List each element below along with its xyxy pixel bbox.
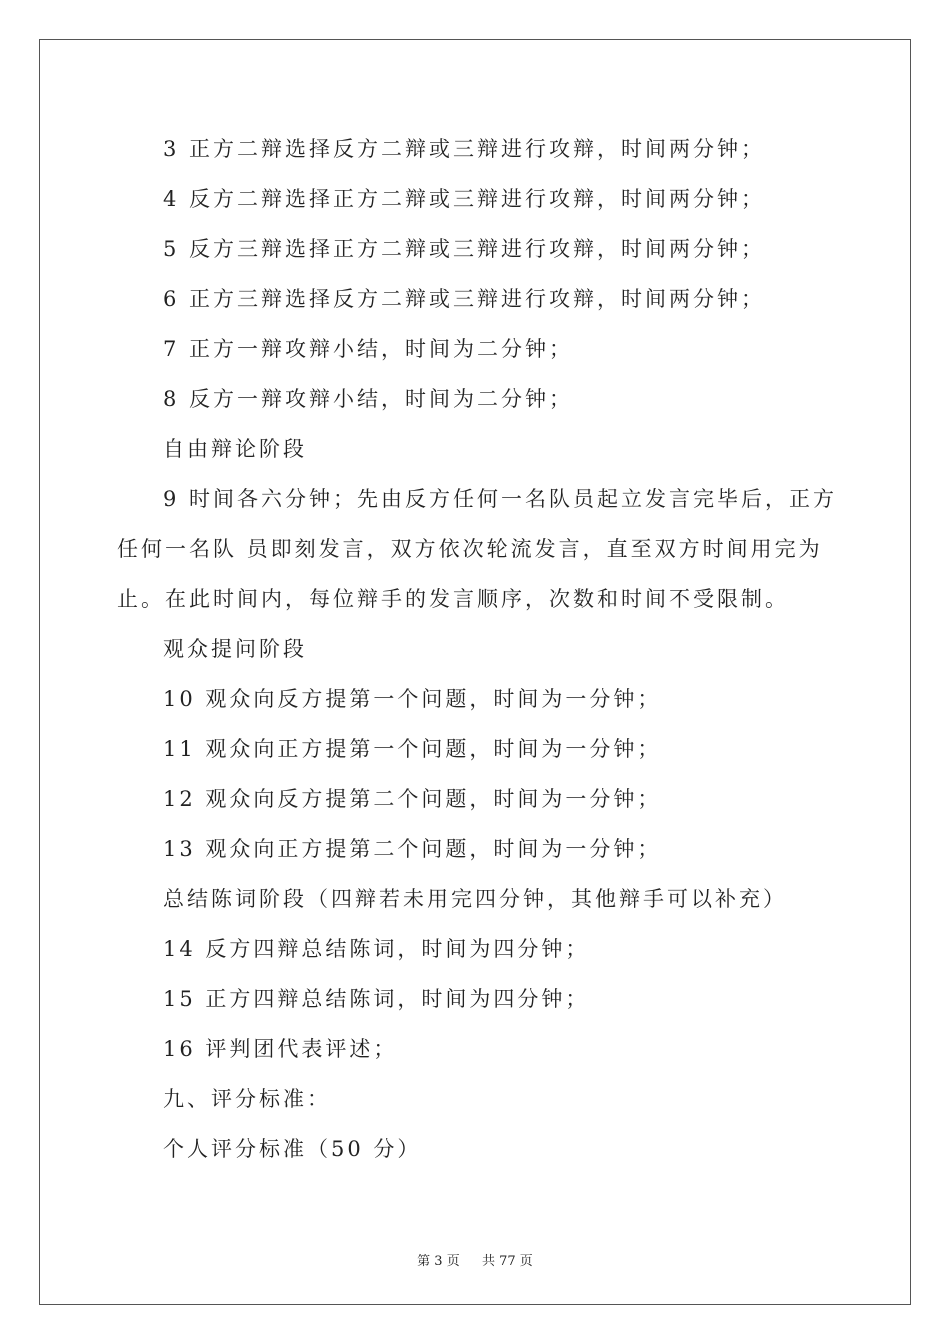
text-line: 5 反方三辩选择正方二辩或三辩进行攻辩，时间两分钟； [163,237,766,261]
section-heading: 自由辩论阶段 [163,437,307,461]
text-line: 11 观众向正方提第一个问题，时间为一分钟； [163,737,662,761]
page-frame [39,39,911,1305]
page-total: 共 77 页 [482,1254,533,1269]
text-line: 6 正方三辩选择反方二辩或三辩进行攻辩，时间两分钟； [163,287,766,311]
section-heading: 九、评分标准： [163,1087,331,1111]
section-heading: 观众提问阶段 [163,637,307,661]
text-line: 13 观众向正方提第二个问题，时间为一分钟； [163,837,662,861]
page-footer [0,1250,950,1269]
page-number: 第 3 页 [417,1254,460,1269]
paragraph-line: 止。在此时间内，每位辩手的发言顺序，次数和时间不受限制。 [117,587,789,611]
paragraph-line: 9 时间各六分钟；先由反方任何一名队员起立发言完毕后，正方 [163,487,838,511]
text-line: 10 观众向反方提第一个问题，时间为一分钟； [163,687,662,711]
text-line: 16 评判团代表评述； [163,1037,398,1061]
text-line: 12 观众向反方提第二个问题，时间为一分钟； [163,787,662,811]
text-line: 8 反方一辩攻辩小结，时间为二分钟； [163,387,574,411]
text-line: 15 正方四辩总结陈词，时间为四分钟； [163,987,590,1011]
text-line: 3 正方二辩选择反方二辩或三辩进行攻辩，时间两分钟； [163,137,766,161]
text-line: 7 正方一辩攻辩小结，时间为二分钟； [163,337,574,361]
paragraph-line: 任何一名队 员即刻发言，双方依次轮流发言，直至双方时间用完为 [117,537,823,561]
text-line: 14 反方四辩总结陈词，时间为四分钟； [163,937,590,961]
text-line: 4 反方二辩选择正方二辩或三辩进行攻辩，时间两分钟； [163,187,766,211]
section-heading: 总结陈词阶段（四辩若未用完四分钟，其他辩手可以补充） [163,887,787,911]
text-line: 个人评分标准（50 分） [163,1137,422,1161]
